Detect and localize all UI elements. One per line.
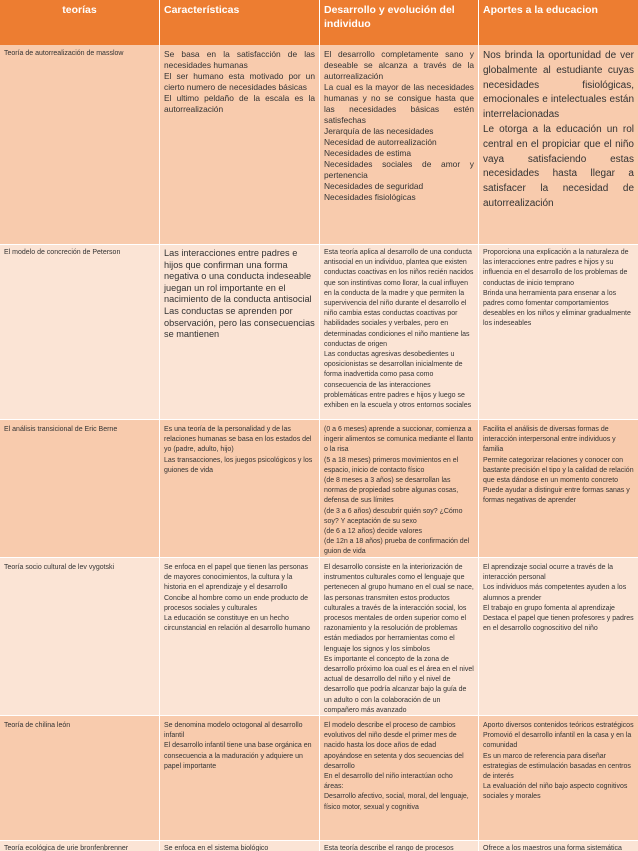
characteristics-cell: Se denomina modelo octogonal al desarrollo infantil El desarrollo infantil tiene una base orgánica en consecuencia a la maduración y adquiere un papel importante — [160, 716, 320, 840]
table-row — [0, 558, 638, 716]
characteristics-cell: Se basa en la satisfacción de las necesidades humanas El ser humano esta motivado por un cierto numero de necesidades básicas El ultimo peldaño de la escala es la autorrealización — [160, 45, 320, 244]
theory-cell: El modelo de concreción de Peterson — [0, 245, 160, 419]
table-row — [0, 841, 638, 851]
development-cell: Esta teoría describe el rango de procesos — [320, 841, 479, 851]
characteristics-cell: Se enfoca en el sistema biológico — [160, 841, 320, 851]
header-theories: teorías — [0, 0, 160, 45]
contributions-cell: El aprendizaje social ocurre a través de la interacción personal Los individuos más competentes ayuden a los alumnos a prender El trabajo en grupo fomenta al aprendizaje Destaca el papel que tienen profesores y padres en el desarrollo cognoscitivo del niño — [483, 564, 634, 633]
theory-cell: Teoría ecológica de urie bronfenbrenner — [0, 841, 160, 851]
development-cell: El modelo describe el proceso de cambios evolutivos del niño desde el primer mes de nacido hasta los doce años de edad apoyándose en setenta y dos secuencias del desarrollo En el desarrollo del niño interactúan ocho áreas: Desarrollo afectivo, social, moral, del lenguaje, físico motor, sexual y cognitiva — [320, 716, 479, 840]
development-cell: Esta teoría aplica al desarrollo de una conducta antisocial en un individuo, plantea que existen conductas coactivas en los niños recién nacidos que son instintivas como llorar, la cual influyen en la conducta de la madre y que permiten la supervivencia del niño durante el desarrollo el niño cambia estas conductas coactivas por habilidades sociales y verbales, pero en determinadas condiciones el niño mantiene las conductas de origen Las conductas agresivas desobedientes u oposicionistas se desarrollan inicialmente de forma inadvertida como pasa como consecuencia de las interacciones problemáticas entre padres e hijos y luego se exhiben en la escuela y otros entornos sociales — [320, 245, 479, 419]
characteristics-cell: Se enfoca en el papel que tienen las personas de mayores conocimientos, la cultura y la historia en el aprendizaje y el desarrollo Concibe al hombre como un ende producto de procesos sociales y culturales La educación se constituye en un hecho circunstancial en relación al desarrollo humano — [160, 558, 320, 715]
characteristics-cell: Las interacciones entre padres e hijos que confirman una forma negativa o una conducta indeseable juegan un rol importante en el nacimiento de la conducta antisocial Las conductas se aprenden por observación, pero las consecuencias se mantienen — [160, 245, 320, 419]
theory-cell: Teoría de autorrealización de masslow — [0, 45, 160, 244]
theory-cell: El análisis transicional de Eric Berne — [0, 420, 160, 557]
header-contributions: Aportes a la educacion — [483, 4, 598, 16]
contributions-cell: Nos brinda la oportunidad de ver globalmente al estudiante cuyas necesidades fisiológicas, emocionales e intelectuales están interrelacionadas Le otorga a la educación un rol central en el propiciar que el niño vaya satisfaciendo estas necesidades hasta llegar a satisfacer la necesidad de autorrealización — [483, 50, 634, 209]
contributions-cell: Proporciona una explicación a la naturaleza de las interacciones entre padres e hijos y su influencia en el desarrollo de los problemas de conductas de inicio temprano Brinda una herramienta para ensenar a los padres como fomentar comportamientos deseables en los niños y eliminar gradualmente los indeseables — [483, 249, 631, 328]
table-header-row — [0, 0, 638, 47]
theory-cell: Teoría de chilina león — [0, 716, 160, 840]
theory-cell: Teoría socio cultural de lev vygotski — [0, 558, 160, 715]
header-characteristics: Características — [160, 0, 320, 45]
table-row — [0, 245, 638, 420]
development-cell: El desarrollo completamente sano y deseable se alcanza a través de la autorrealización La cual es la mayor de las necesidades humanas y no se consigue hasta que las necesidades básicas estén satisfechas Jerarquía de las necesidades Necesidad de autorrealización Necesidades de estima Necesidades sociales de amor y pertenencia Necesidades de seguridad Necesidades fisiológicas — [320, 45, 479, 244]
contributions-cell: Facilita el análisis de diversas formas de interacción interpersonal entre individuos y familia Permite categorizar relaciones y conocer con bastante precisión el tipo y la calidad de relación que esta dándose en un momento concreto Puede ayudar a distinguir entre formas sanas y formas negativas de aprender — [483, 426, 634, 505]
characteristics-cell: Es una teoría de la personalidad y de las relaciones humanas se basa en los estados del yo (padre, adulto, hijo) Las transacciones, los juegos psicológicos y los guiones de vida — [160, 420, 320, 557]
table-row — [0, 45, 638, 245]
table-row — [0, 716, 638, 841]
header-development: Desarrollo y evolución del individuo — [320, 0, 479, 45]
development-cell: (0 a 6 meses) aprende a succionar, comienza a ingerir alimentos se comunica mediante el llanto o la risa (5 a 18 meses) primeros movimientos en el espacio, inicio de contacto físico (de 8 meses a 3 años) se desarrollan las normas de propiedad sobre algunas cosas, defensa de sus límites (de 3 a 6 años) descubrir quién soy? ¿Cómo soy? Y aceptación de su sexo (de 6 a 12 años) decide valores (de 12n a 18 años) prueba de confirmación del guion de vida — [320, 420, 479, 557]
development-cell: El desarrollo consiste en la interiorización de instrumentos culturales como el lenguaje que pertenecen al grupo humano en el cual se nace, las personas transmiten estos productos culturales a través de la interacción social, los procesos mentales de orden superior como el razonamiento y la resolución de problemas están mediados por herramientas como el lenguaje los signos y los símbolos Es importante el concepto de la zona de desarrollo próximo loa cual es el área en el nivel actual de desarrollo del niño y el nivel de desarrollo que podría alcanzar bajo la guía de un adulto o con la colaboración de un compañero más avanzado — [320, 558, 479, 715]
contributions-cell: Aporto diversos contenidos teóricos estratégicos Promovió el desarrollo infantil en la casa y en la comunidad Es un marco de referencia para diseñar estrategias de estimulación basadas en centros de interés La evaluación del niño bajo aspecto cognitivos sociales y morales — [483, 722, 634, 801]
contributions-cell: Ofrece a los maestros una forma sistemática — [483, 845, 622, 851]
table-row — [0, 420, 638, 558]
